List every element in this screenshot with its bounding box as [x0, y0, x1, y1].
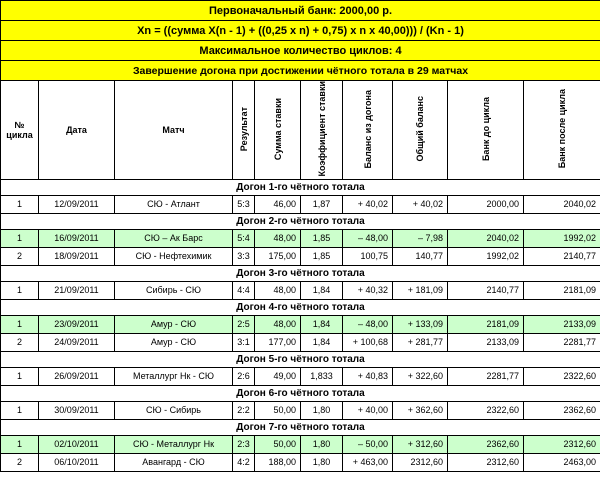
- column-header-chase-balance: [343, 81, 393, 180]
- column-header-result-label: Результат: [238, 106, 249, 151]
- table-row: [1, 367, 600, 385]
- cell-result: 3:1: [233, 333, 255, 351]
- cell-odds: 1,80: [301, 435, 343, 453]
- cell-odds: 1,85: [301, 247, 343, 265]
- cell-total-balance: + 181,09: [393, 281, 448, 299]
- column-header-odds-label: Коэффициент ставки: [316, 81, 327, 177]
- cell-match: Амур - СЮ: [115, 333, 233, 351]
- cell-odds: 1,87: [301, 195, 343, 213]
- cell-odds: 1,85: [301, 229, 343, 247]
- header-initial-bank: Первоначальный банк: 2000,00 р.: [1, 1, 600, 21]
- section-separator-row: [1, 385, 600, 401]
- column-header-stake: [255, 81, 301, 180]
- cell-result: 4:4: [233, 281, 255, 299]
- section-title: Догон 6-го чётного тотала: [1, 385, 600, 401]
- column-header-stake-label: Сумма ставки: [272, 97, 283, 160]
- cell-chase-balance: + 100,68: [343, 333, 393, 351]
- cell-bank-before: 2140,77: [448, 281, 524, 299]
- cell-cycle: 1: [1, 401, 39, 419]
- column-header-match: [115, 81, 233, 180]
- section-separator-row: [1, 179, 600, 195]
- cell-bank-before: 2000,00: [448, 195, 524, 213]
- cell-chase-balance: + 40,02: [343, 195, 393, 213]
- cell-total-balance: + 133,09: [393, 315, 448, 333]
- header-completion: Завершение догона при достижении чётного тотала в 29 матчах: [1, 61, 600, 81]
- cell-bank-before: 1992,02: [448, 247, 524, 265]
- cell-total-balance: + 362,60: [393, 401, 448, 419]
- cell-result: 5:3: [233, 195, 255, 213]
- cell-bank-after: 2181,09: [524, 281, 600, 299]
- cell-match: СЮ - Атлант: [115, 195, 233, 213]
- cell-cycle: 2: [1, 247, 39, 265]
- column-header-date: [39, 81, 115, 180]
- cell-result: 4:2: [233, 453, 255, 471]
- column-header-cycle-label: № цикла: [6, 119, 33, 140]
- cell-total-balance: + 281,77: [393, 333, 448, 351]
- cell-chase-balance: + 463,00: [343, 453, 393, 471]
- cell-bank-after: 2463,00: [524, 453, 600, 471]
- cell-cycle: 1: [1, 229, 39, 247]
- section-separator-row: [1, 299, 600, 315]
- cell-match: Авангард - СЮ: [115, 453, 233, 471]
- cell-odds: 1,84: [301, 315, 343, 333]
- cell-date: 24/09/2011: [39, 333, 115, 351]
- column-header-chase-balance-label: Баланс из догона: [362, 89, 373, 168]
- cell-chase-balance: + 40,32: [343, 281, 393, 299]
- cell-result: 2:2: [233, 401, 255, 419]
- cell-bank-before: 2322,60: [448, 401, 524, 419]
- cell-date: 26/09/2011: [39, 367, 115, 385]
- cell-odds: 1,84: [301, 333, 343, 351]
- cell-total-balance: + 312,60: [393, 435, 448, 453]
- cell-odds: 1,80: [301, 401, 343, 419]
- column-header-date-label: Дата: [66, 124, 87, 135]
- section-title: Догон 5-го чётного тотала: [1, 351, 600, 367]
- header-row-3: [1, 41, 600, 61]
- cell-stake: 48,00: [255, 315, 301, 333]
- column-header-odds: [301, 81, 343, 180]
- cell-date: 18/09/2011: [39, 247, 115, 265]
- cell-date: 30/09/2011: [39, 401, 115, 419]
- cell-stake: 49,00: [255, 367, 301, 385]
- column-header-bank-before: [448, 81, 524, 180]
- cell-bank-before: 2133,09: [448, 333, 524, 351]
- cell-match: СЮ - Нефтехимик: [115, 247, 233, 265]
- header-formula: Xn = ((сумма X(n - 1) + ((0,25 x n) + 0,75) x n x 40,00))) / (Kn - 1): [1, 21, 600, 41]
- cell-stake: 188,00: [255, 453, 301, 471]
- header-row-2: [1, 21, 600, 41]
- cell-chase-balance: + 40,83: [343, 367, 393, 385]
- cell-stake: 48,00: [255, 229, 301, 247]
- table-row: [1, 333, 600, 351]
- header-row-1: [1, 1, 600, 21]
- header-max-cycles: Максимальное количество циклов: 4: [1, 41, 600, 61]
- cell-bank-after: 2322,60: [524, 367, 600, 385]
- table-row: [1, 247, 600, 265]
- section-separator-row: [1, 351, 600, 367]
- cell-stake: 50,00: [255, 401, 301, 419]
- section-title: Догон 7-го чётного тотала: [1, 419, 600, 435]
- cell-bank-after: 2133,09: [524, 315, 600, 333]
- cell-date: 02/10/2011: [39, 435, 115, 453]
- cell-match: Металлург Нк - СЮ: [115, 367, 233, 385]
- cell-result: 3:3: [233, 247, 255, 265]
- cell-stake: 175,00: [255, 247, 301, 265]
- cell-bank-after: 2312,60: [524, 435, 600, 453]
- cell-date: 06/10/2011: [39, 453, 115, 471]
- cell-cycle: 1: [1, 281, 39, 299]
- column-header-bank-after-label: Банк после цикла: [557, 89, 567, 169]
- cell-stake: 46,00: [255, 195, 301, 213]
- cell-chase-balance: – 50,00: [343, 435, 393, 453]
- cell-bank-after: 2140,77: [524, 247, 600, 265]
- cell-total-balance: 140,77: [393, 247, 448, 265]
- cell-bank-after: 2040,02: [524, 195, 600, 213]
- cell-result: 2:3: [233, 435, 255, 453]
- cell-total-balance: + 40,02: [393, 195, 448, 213]
- cell-result: 2:6: [233, 367, 255, 385]
- cell-bank-before: 2181,09: [448, 315, 524, 333]
- cell-chase-balance: – 48,00: [343, 229, 393, 247]
- cell-odds: 1,84: [301, 281, 343, 299]
- table-row: [1, 195, 600, 213]
- cell-cycle: 1: [1, 435, 39, 453]
- cell-chase-balance: 100,75: [343, 247, 393, 265]
- cell-odds: 1,80: [301, 453, 343, 471]
- table-row: [1, 401, 600, 419]
- column-header-total-balance-label: Общий баланс: [415, 96, 425, 162]
- cell-bank-before: 2362,60: [448, 435, 524, 453]
- cell-match: СЮ - Металлург Нк: [115, 435, 233, 453]
- column-header-bank-before-label: Банк до цикла: [480, 96, 491, 161]
- cell-cycle: 1: [1, 195, 39, 213]
- table-row: [1, 453, 600, 471]
- cell-date: 12/09/2011: [39, 195, 115, 213]
- cell-bank-before: 2312,60: [448, 453, 524, 471]
- cell-total-balance: 2312,60: [393, 453, 448, 471]
- column-header-cycle: [1, 81, 39, 180]
- cell-odds: 1,833: [301, 367, 343, 385]
- table-row: [1, 315, 600, 333]
- cell-stake: 177,00: [255, 333, 301, 351]
- section-title: Догон 1-го чётного тотала: [1, 179, 600, 195]
- table-row: [1, 229, 600, 247]
- cell-stake: 48,00: [255, 281, 301, 299]
- column-header-bank-after: [524, 81, 600, 180]
- column-header-total-balance: [393, 81, 448, 180]
- cell-chase-balance: – 48,00: [343, 315, 393, 333]
- cell-match: СЮ - Сибирь: [115, 401, 233, 419]
- table-row: [1, 281, 600, 299]
- section-separator-row: [1, 265, 600, 281]
- section-title: Догон 4-го чётного тотала: [1, 299, 600, 315]
- cell-cycle: 2: [1, 453, 39, 471]
- cell-date: 16/09/2011: [39, 229, 115, 247]
- column-header-row: [1, 81, 600, 180]
- header-row-4: [1, 61, 600, 81]
- cell-match: Амур - СЮ: [115, 315, 233, 333]
- cell-cycle: 1: [1, 367, 39, 385]
- cell-cycle: 2: [1, 333, 39, 351]
- cell-bank-after: 2362,60: [524, 401, 600, 419]
- cell-date: 23/09/2011: [39, 315, 115, 333]
- section-title: Догон 3-го чётного тотала: [1, 265, 600, 281]
- cell-bank-after: 2281,77: [524, 333, 600, 351]
- column-header-match-label: Матч: [162, 124, 185, 135]
- table-body: [1, 1, 600, 472]
- cell-stake: 50,00: [255, 435, 301, 453]
- column-header-result: [233, 81, 255, 180]
- cell-bank-after: 1992,02: [524, 229, 600, 247]
- cell-cycle: 1: [1, 315, 39, 333]
- cell-bank-before: 2040,02: [448, 229, 524, 247]
- cell-result: 5:4: [233, 229, 255, 247]
- cell-chase-balance: + 40,00: [343, 401, 393, 419]
- cell-match: Сибирь - СЮ: [115, 281, 233, 299]
- cell-date: 21/09/2011: [39, 281, 115, 299]
- cell-total-balance: + 322,60: [393, 367, 448, 385]
- section-separator-row: [1, 419, 600, 435]
- section-title: Догон 2-го чётного тотала: [1, 213, 600, 229]
- cell-result: 2:5: [233, 315, 255, 333]
- cell-match: СЮ – Ак Барс: [115, 229, 233, 247]
- cell-total-balance: – 7,98: [393, 229, 448, 247]
- cell-bank-before: 2281,77: [448, 367, 524, 385]
- table-row: [1, 435, 600, 453]
- section-separator-row: [1, 213, 600, 229]
